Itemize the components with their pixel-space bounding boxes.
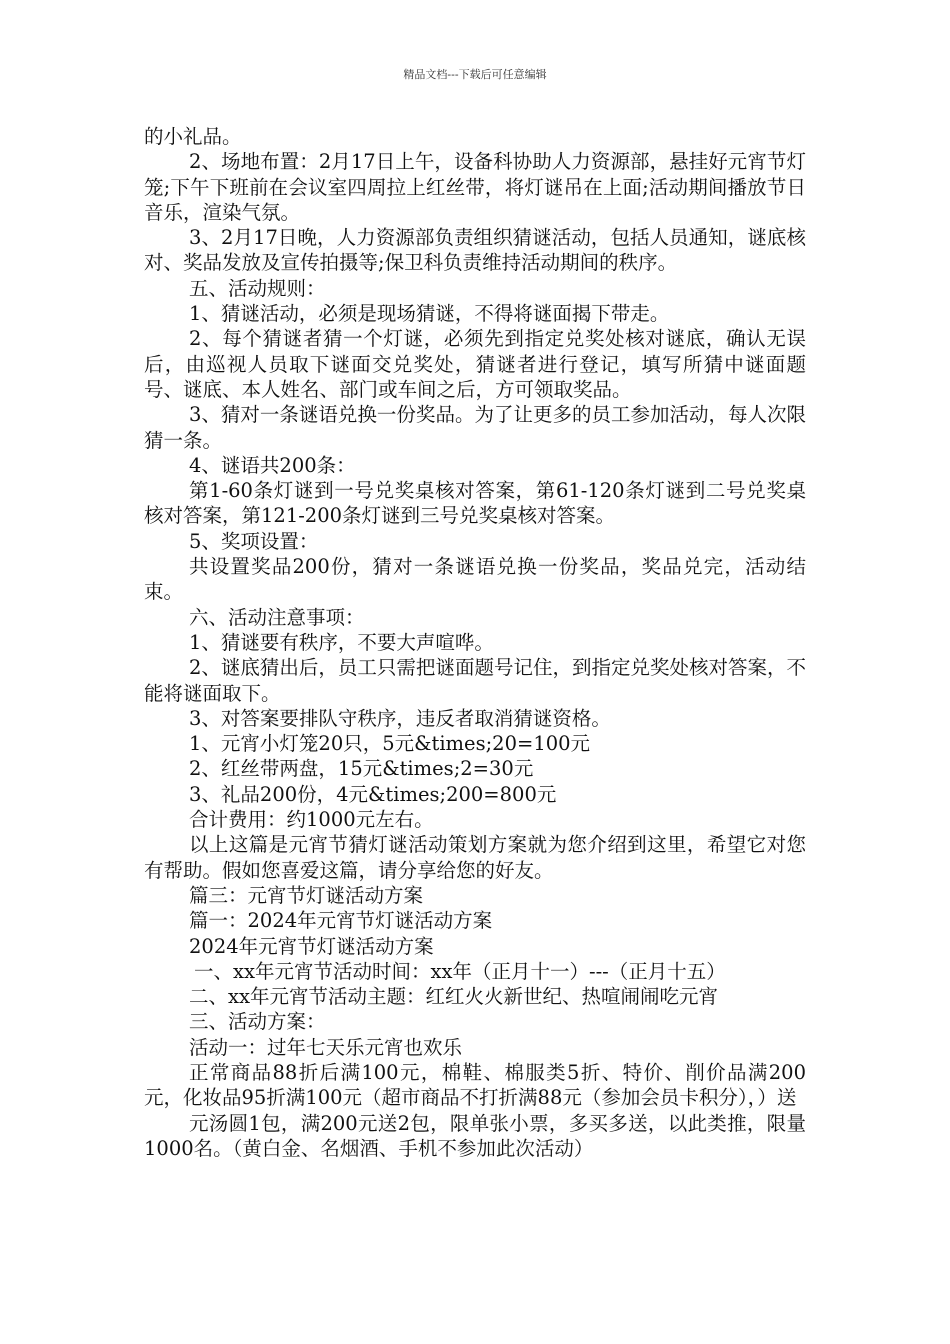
paragraph: 3、2月17日晚，人力资源部负责组织猜谜活动，包括人员通知，谜底核对、奖品发放及宣传拍摄等;保卫科负责维持活动期间的秩序。: [144, 226, 806, 275]
section-heading: 三、活动方案：: [189, 1010, 326, 1034]
section-heading: 六、活动注意事项：: [189, 605, 365, 629]
paragraph: 2、场地布置：2月17日上午，设备科协助人力资源部，悬挂好元宵节灯笼;下午下班前在会议室四周拉上红丝带，将灯谜吊在上面;活动期间播放节日音乐，渲染气氛。: [144, 150, 806, 224]
paragraph: 一、xx年元宵节活动时间：xx年（正月十一）---（正月十五）: [194, 959, 726, 983]
section-heading: 篇一：2024年元宵节灯谜活动方案: [189, 909, 493, 933]
paragraph: 二、xx年元宵节活动主题：红红火火新世纪、热喧闹闹吃元宵: [189, 985, 718, 1009]
paragraph: 2、每个猜谜者猜一个灯谜，必须先到指定兑奖处核对谜底，确认无误后，由巡视人员取下谜面交兑奖处，猜谜者进行登记，填写所猜中谜面题号、谜底、本人姓名、部门或车间之后，方可领取奖品。: [144, 327, 806, 401]
document-title: 2024年元宵节灯谜活动方案: [189, 934, 434, 958]
section-heading: 篇三：元宵节灯谜活动方案: [189, 883, 424, 907]
paragraph: 共设置奖品200份，猜对一条谜语兑换一份奖品，奖品兑完，活动结束。: [144, 555, 806, 604]
document-body: [144, 124, 806, 1161]
paragraph: 1、猜谜活动，必须是现场猜谜，不得将谜面揭下带走。: [189, 302, 670, 326]
paragraph: 元汤圆1包，满200元送2包，限单张小票，多买多送，以此类推，限量1000名。（黄白金、名烟酒、手机不参加此次活动）: [144, 1111, 806, 1160]
paragraph: 5、奖项设置：: [189, 529, 319, 553]
section-heading: 五、活动规则：: [189, 276, 326, 300]
paragraph: 正常商品88折后满100元，棉鞋、棉服类5折、特价、削价品满200元，化妆品95折满100元（超市商品不打折满88元（参加会员卡积分），）送: [144, 1060, 806, 1110]
cost-item: 2、红丝带两盘，15元&times;2=30元: [189, 757, 534, 781]
paragraph: 第1-60条灯谜到一号兑奖桌核对答案，第61-120条灯谜到二号兑奖桌核对答案，第121-200条灯谜到三号兑奖桌核对答案。: [144, 479, 806, 528]
cost-total: 合计费用：约1000元左右。: [189, 808, 434, 832]
paragraph: 活动一：过年七天乐元宵也欢乐: [189, 1035, 463, 1059]
paragraph: 3、猜对一条谜语兑换一份奖品。为了让更多的员工参加活动，每人次限猜一条。: [144, 403, 806, 452]
paragraph: 的小礼品。: [144, 125, 242, 148]
paragraph: 2、谜底猜出后，员工只需把谜面题号记住，到指定兑奖处核对答案，不能将谜面取下。: [144, 656, 806, 705]
page-header: 精品文档---下载后可任意编辑: [403, 68, 547, 81]
paragraph: 1、猜谜要有秩序，不要大声喧哗。: [189, 630, 494, 654]
cost-item: 1、元宵小灯笼20只，5元&times;20=100元: [189, 732, 591, 756]
paragraph: 4、谜语共200条：: [189, 453, 356, 477]
paragraph: 以上这篇是元宵节猜灯谜活动策划方案就为您介绍到这里，希望它对您有帮助。假如您喜爱这篇，请分享给您的好友。: [144, 833, 806, 882]
cost-item: 3、礼品200份，4元&times;200=800元: [189, 782, 557, 806]
paragraph: 3、对答案要排队守秩序，违反者取消猜谜资格。: [189, 706, 611, 730]
